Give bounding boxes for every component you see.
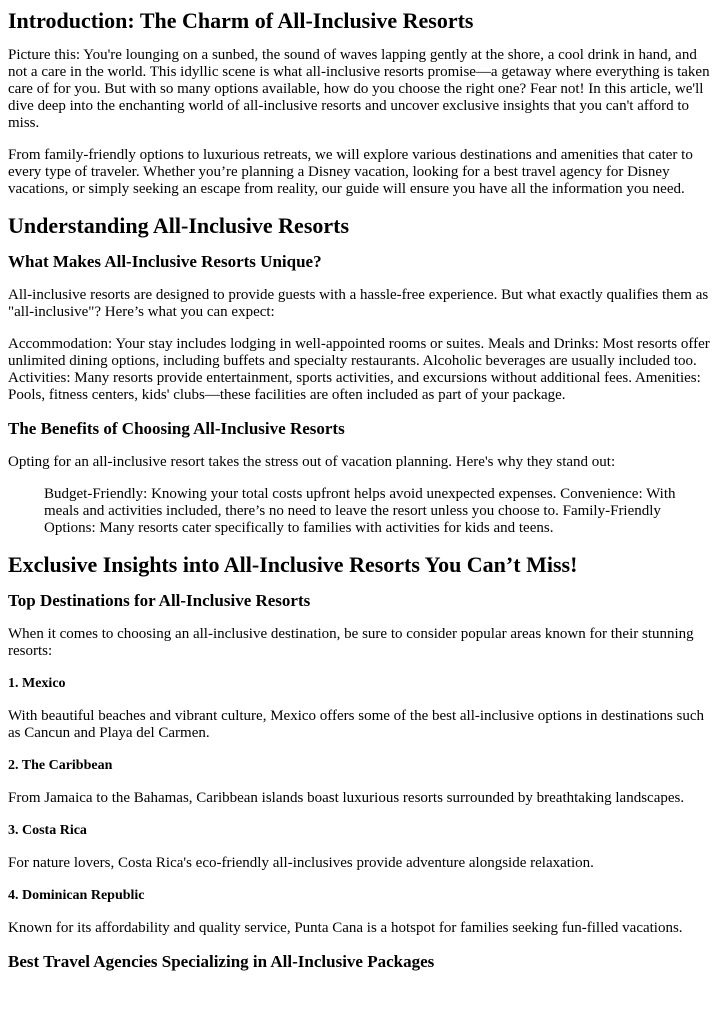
agencies-heading: Best Travel Agencies Specializing in All-Inclusive Packages (8, 952, 435, 971)
benefits-heading: The Benefits of Choosing All-Inclusive Resorts (8, 419, 345, 438)
unique-paragraph-1: All-inclusive resorts are designed to provide guests with a hassle-free experience. But what exactly qualifies them as "all-inclusive"? Here’s what you can expect: (8, 287, 709, 320)
destination-text: From Jamaica to the Bahamas, Caribbean islands boast luxurious resorts surrounded by breathtaking landscapes. (8, 790, 685, 806)
article (0, 8, 720, 972)
intro-heading: Introduction: The Charm of All-Inclusive Resorts (8, 8, 474, 33)
insights-heading: Exclusive Insights into All-Inclusive Resorts You Can’t Miss! (8, 552, 578, 577)
destination-text: With beautiful beaches and vibrant culture, Mexico offers some of the best all-inclusive options in destinations such as Cancun and Playa del Carmen. (8, 708, 705, 741)
destination-text: For nature lovers, Costa Rica's eco-friendly all-inclusives provide adventure alongside relaxation. (8, 855, 594, 871)
benefits-quote: Budget-Friendly: Knowing your total costs upfront helps avoid unexpected expenses. Convenience: With meals and activities included, there’s no need to leave the resort unless you choose to. Family-Friendly Options: Many resorts cater specifically to families with activities for kids and teens. (44, 486, 676, 536)
destination-title: 1. Mexico (8, 676, 66, 691)
unique-paragraph-2: Accommodation: Your stay includes lodging in well-appointed rooms or suites. Meals and Drinks: Most resorts offer unlimited dining options, including buffets and specialty restaurants. Alcoholic beverages are usually included too. Activities: Many resorts provide entertainment, sports activities, and excursions without additional fees. Amenities: Pools, fitness centers, kids' clubs—these facilities are often included as part of your package. (8, 336, 710, 403)
destination-title: 4. Dominican Republic (8, 888, 145, 903)
destinations-heading: Top Destinations for All-Inclusive Resorts (8, 591, 311, 610)
intro-paragraph-2: From family-friendly options to luxurious retreats, we will explore various destinations and amenities that cater to every type of traveler. Whether you’re planning a Disney vacation, looking for a best travel agency for Disney vacations, or simply seeking an escape from reality, our guide will ensure you have all the information you need. (8, 147, 693, 197)
understanding-heading: Understanding All-Inclusive Resorts (8, 213, 350, 238)
destination-title: 2. The Caribbean (8, 758, 113, 773)
destination-title: 3. Costa Rica (8, 823, 87, 838)
unique-heading: What Makes All-Inclusive Resorts Unique? (8, 252, 322, 271)
destination-text: Known for its affordability and quality service, Punta Cana is a hotspot for families seeking fun-filled vacations. (8, 920, 683, 936)
destinations-intro: When it comes to choosing an all-inclusive destination, be sure to consider popular areas known for their stunning resorts: (8, 626, 694, 659)
benefits-paragraph: Opting for an all-inclusive resort takes the stress out of vacation planning. Here's why they stand out: (8, 454, 616, 470)
intro-paragraph-1: Picture this: You're lounging on a sunbed, the sound of waves lapping gently at the shore, a cool drink in hand, and not a care in the world. This idyllic scene is what all-inclusive resorts promise—a getaway where everything is taken care of for you. But with so many options available, how do you choose the right one? Fear not! In this article, we'll dive deep into the enchanting world of all-inclusive resorts and uncover exclusive insights that you can't afford to miss. (8, 47, 710, 131)
